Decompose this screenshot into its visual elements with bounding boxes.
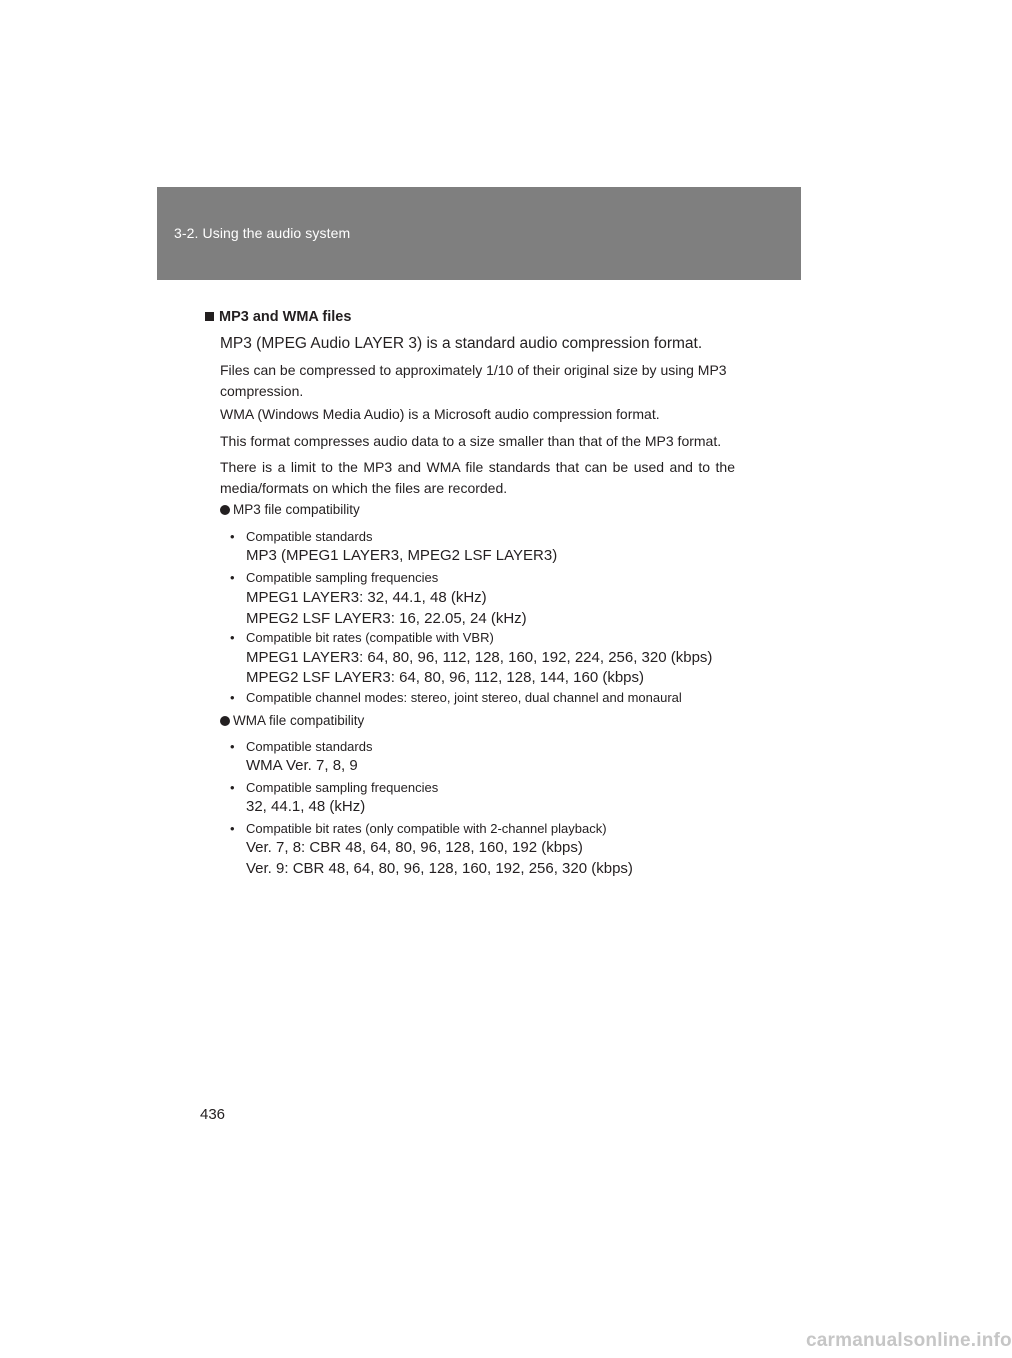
item-value: 32, 44.1, 48 (kHz) [246, 798, 366, 815]
paragraph: There is a limit to the MP3 and WMA file standards that can be used and to the media/formats on which the files are recorded. [220, 459, 735, 496]
circle-bullet-icon [220, 716, 230, 726]
list-item [230, 739, 372, 754]
item-label: Compatible sampling frequencies [246, 570, 439, 585]
bullet-mark: • [230, 690, 235, 705]
list-item [230, 570, 438, 585]
mp3-compatibility-heading [220, 502, 360, 517]
section-heading-text: MP3 and WMA files [219, 309, 352, 325]
item-label: Compatible standards [246, 739, 373, 754]
list-item [230, 690, 682, 705]
item-value: WMA Ver. 7, 8, 9 [246, 757, 358, 774]
section-heading [205, 309, 351, 325]
paragraph: WMA (Windows Media Audio) is a Microsoft audio compression format. [220, 406, 660, 422]
paragraph: MP3 (MPEG Audio LAYER 3) is a standard audio compression format. [220, 335, 703, 352]
item-label: Compatible sampling frequencies [246, 780, 439, 795]
item-value: MPEG1 LAYER3: 64, 80, 96, 112, 128, 160, 192, 224, 256, 320 (kbps) [246, 649, 713, 666]
item-value: MPEG2 LSF LAYER3: 16, 22.05, 24 (kHz) [246, 610, 527, 627]
bullet-mark: • [230, 780, 235, 795]
section-title: 3-2. Using the audio system [174, 225, 351, 241]
section-header-band [157, 187, 801, 280]
item-label: Compatible standards [246, 529, 373, 544]
item-label: Compatible bit rates (only compatible with 2-channel playback) [246, 821, 607, 836]
item-value: Ver. 9: CBR 48, 64, 80, 96, 128, 160, 192, 256, 320 (kbps) [246, 860, 633, 877]
page-number: 436 [200, 1106, 226, 1123]
bullet-mark: • [230, 821, 235, 836]
list-item [230, 529, 372, 544]
wma-compatibility-heading-text: WMA file compatibility [233, 713, 365, 728]
square-bullet-icon [205, 312, 214, 321]
bullet-mark: • [230, 739, 235, 754]
wma-compatibility-heading [220, 713, 364, 728]
bullet-mark: • [230, 630, 235, 645]
paragraph: This format compresses audio data to a size smaller than that of the MP3 format. [220, 433, 722, 449]
circle-bullet-icon [220, 505, 230, 515]
item-label: Compatible channel modes: stereo, joint stereo, dual channel and monaural [246, 690, 682, 705]
bullet-mark: • [230, 529, 235, 544]
mp3-compatibility-heading-text: MP3 file compatibility [233, 502, 360, 517]
item-value: Ver. 7, 8: CBR 48, 64, 80, 96, 128, 160, 192 (kbps) [246, 839, 583, 856]
bullet-mark: • [230, 570, 235, 585]
item-value: MP3 (MPEG1 LAYER3, MPEG2 LSF LAYER3) [246, 547, 558, 564]
paragraph: Files can be compressed to approximately 1/10 of their original size by using MP3 compression. [220, 362, 727, 399]
list-item [230, 630, 494, 645]
item-label: Compatible bit rates (compatible with VBR) [246, 630, 494, 645]
item-value: MPEG1 LAYER3: 32, 44.1, 48 (kHz) [246, 589, 487, 606]
list-item [230, 780, 438, 795]
watermark-link[interactable]: carmanualsonline.info [806, 1330, 1012, 1351]
item-value: MPEG2 LSF LAYER3: 64, 80, 96, 112, 128, 144, 160 (kbps) [246, 669, 645, 686]
list-item [230, 821, 607, 836]
